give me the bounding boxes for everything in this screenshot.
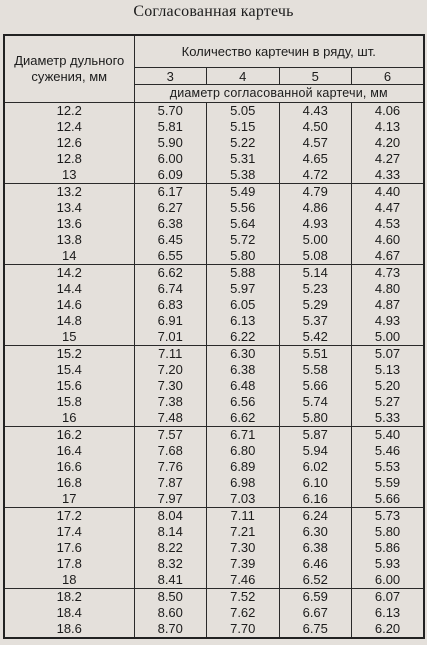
table-row: [4, 556, 424, 572]
cell-count-6: 5.27: [352, 394, 425, 410]
cell-count-4: 6.56: [207, 394, 280, 410]
cell-count-4: 6.30: [207, 346, 280, 363]
cell-count-3: 7.11: [134, 346, 207, 363]
cell-choke: 13.2: [4, 184, 134, 201]
table-row: [4, 119, 424, 135]
cell-choke: 16: [4, 410, 134, 427]
cell-count-4: 5.88: [207, 265, 280, 282]
cell-count-6: 5.66: [352, 491, 425, 508]
cell-choke: 14: [4, 248, 134, 265]
cell-count-5: 4.79: [279, 184, 352, 201]
table-body: [4, 103, 424, 639]
cell-count-5: 5.37: [279, 313, 352, 329]
cell-count-6: 4.87: [352, 297, 425, 313]
cell-choke: 17.6: [4, 540, 134, 556]
cell-count-6: 4.93: [352, 313, 425, 329]
cell-count-6: 4.67: [352, 248, 425, 265]
cell-count-6: 6.07: [352, 589, 425, 606]
table-row: [4, 459, 424, 475]
cell-choke: 14.8: [4, 313, 134, 329]
cell-choke: 16.8: [4, 475, 134, 491]
table-row: [4, 248, 424, 265]
cell-count-3: 6.09: [134, 167, 207, 184]
cell-count-5: 5.29: [279, 297, 352, 313]
cell-count-4: 6.80: [207, 443, 280, 459]
cell-count-4: 7.30: [207, 540, 280, 556]
cell-count-4: 6.71: [207, 427, 280, 444]
table-row: [4, 508, 424, 525]
cell-choke: 15.2: [4, 346, 134, 363]
cell-count-3: 7.48: [134, 410, 207, 427]
cell-choke: 17.2: [4, 508, 134, 525]
table-row: [4, 200, 424, 216]
cell-count-3: 6.74: [134, 281, 207, 297]
cell-choke: 13.6: [4, 216, 134, 232]
table-row: [4, 346, 424, 363]
cell-count-5: 5.66: [279, 378, 352, 394]
header-buckshot-diameter-title: диаметр согласованной картечи, мм: [134, 85, 424, 103]
cell-choke: 16.6: [4, 459, 134, 475]
table-row: [4, 216, 424, 232]
cell-count-6: 4.80: [352, 281, 425, 297]
cell-count-4: 5.49: [207, 184, 280, 201]
cell-count-6: 5.46: [352, 443, 425, 459]
cell-count-5: 5.58: [279, 362, 352, 378]
cell-count-4: 5.38: [207, 167, 280, 184]
cell-count-4: 5.64: [207, 216, 280, 232]
table-row: [4, 443, 424, 459]
table-row: [4, 232, 424, 248]
cell-count-6: 5.00: [352, 329, 425, 346]
cell-count-6: 5.13: [352, 362, 425, 378]
cell-count-6: 6.00: [352, 572, 425, 589]
cell-choke: 18.4: [4, 605, 134, 621]
cell-count-4: 7.39: [207, 556, 280, 572]
cell-choke: 14.4: [4, 281, 134, 297]
header-count-6: 6: [352, 68, 425, 85]
table-row: [4, 167, 424, 184]
table-row: [4, 524, 424, 540]
cell-choke: 16.4: [4, 443, 134, 459]
cell-count-5: 5.74: [279, 394, 352, 410]
cell-count-5: 5.08: [279, 248, 352, 265]
cell-count-5: 4.43: [279, 103, 352, 120]
cell-count-6: 4.73: [352, 265, 425, 282]
cell-count-5: 4.72: [279, 167, 352, 184]
table-row: [4, 362, 424, 378]
cell-count-3: 6.55: [134, 248, 207, 265]
cell-choke: 13: [4, 167, 134, 184]
cell-count-3: 8.50: [134, 589, 207, 606]
cell-count-3: 8.14: [134, 524, 207, 540]
cell-count-4: 7.21: [207, 524, 280, 540]
cell-count-5: 5.94: [279, 443, 352, 459]
cell-count-5: 4.93: [279, 216, 352, 232]
cell-choke: 12.8: [4, 151, 134, 167]
cell-choke: 12.2: [4, 103, 134, 120]
table-row: [4, 313, 424, 329]
cell-count-6: 5.93: [352, 556, 425, 572]
cell-count-5: 6.46: [279, 556, 352, 572]
table-row: [4, 540, 424, 556]
cell-count-6: 5.20: [352, 378, 425, 394]
cell-count-3: 6.17: [134, 184, 207, 201]
table-row: [4, 427, 424, 444]
cell-count-3: 6.62: [134, 265, 207, 282]
cell-count-5: 5.23: [279, 281, 352, 297]
cell-count-5: 4.57: [279, 135, 352, 151]
cell-count-5: 6.10: [279, 475, 352, 491]
cell-count-4: 6.13: [207, 313, 280, 329]
cell-count-5: 5.42: [279, 329, 352, 346]
table-row: [4, 281, 424, 297]
cell-choke: 14.2: [4, 265, 134, 282]
cell-count-6: 4.53: [352, 216, 425, 232]
cell-count-4: 6.62: [207, 410, 280, 427]
table-row: [4, 475, 424, 491]
cell-count-6: 4.20: [352, 135, 425, 151]
cell-count-5: 6.38: [279, 540, 352, 556]
cell-count-3: 7.20: [134, 362, 207, 378]
cell-count-3: 5.81: [134, 119, 207, 135]
cell-count-3: 7.76: [134, 459, 207, 475]
cell-count-3: 7.68: [134, 443, 207, 459]
cell-count-5: 5.51: [279, 346, 352, 363]
header-count-3: 3: [134, 68, 207, 85]
cell-choke: 15.8: [4, 394, 134, 410]
cell-choke: 15.6: [4, 378, 134, 394]
table-header: [4, 35, 424, 103]
cell-count-4: 5.72: [207, 232, 280, 248]
cell-count-3: 8.41: [134, 572, 207, 589]
cell-choke: 12.6: [4, 135, 134, 151]
table-row: [4, 297, 424, 313]
table-row: [4, 589, 424, 606]
table-row: [4, 491, 424, 508]
cell-count-6: 6.20: [352, 621, 425, 638]
cell-count-4: 7.62: [207, 605, 280, 621]
cell-count-3: 5.90: [134, 135, 207, 151]
table-row: [4, 135, 424, 151]
cell-count-3: 7.57: [134, 427, 207, 444]
cell-count-5: 4.50: [279, 119, 352, 135]
cell-count-6: 4.13: [352, 119, 425, 135]
table-row: [4, 184, 424, 201]
cell-count-4: 6.05: [207, 297, 280, 313]
cell-count-3: 5.70: [134, 103, 207, 120]
cell-choke: 12.4: [4, 119, 134, 135]
cell-count-4: 7.52: [207, 589, 280, 606]
header-count-4: 4: [207, 68, 280, 85]
cell-count-4: 5.31: [207, 151, 280, 167]
table-row: [4, 605, 424, 621]
cell-count-6: 5.73: [352, 508, 425, 525]
cell-count-6: 4.33: [352, 167, 425, 184]
cell-count-5: 6.52: [279, 572, 352, 589]
cell-count-3: 6.38: [134, 216, 207, 232]
header-pellet-count-title: Количество картечин в ряду, шт.: [134, 35, 424, 68]
cell-count-3: 8.22: [134, 540, 207, 556]
table-row: [4, 329, 424, 346]
table-row: [4, 394, 424, 410]
cell-count-5: 5.87: [279, 427, 352, 444]
cell-count-6: 5.59: [352, 475, 425, 491]
cell-count-3: 6.91: [134, 313, 207, 329]
cell-count-4: 5.56: [207, 200, 280, 216]
cell-count-4: 5.80: [207, 248, 280, 265]
cell-count-4: 6.48: [207, 378, 280, 394]
cell-count-5: 6.02: [279, 459, 352, 475]
cell-count-6: 5.40: [352, 427, 425, 444]
cell-count-4: 5.15: [207, 119, 280, 135]
cell-choke: 13.4: [4, 200, 134, 216]
cell-count-4: 7.11: [207, 508, 280, 525]
cell-count-3: 6.83: [134, 297, 207, 313]
cell-count-5: 6.75: [279, 621, 352, 638]
cell-count-5: 5.80: [279, 410, 352, 427]
cell-count-6: 4.06: [352, 103, 425, 120]
cell-count-6: 4.40: [352, 184, 425, 201]
cell-count-5: 6.16: [279, 491, 352, 508]
cell-choke: 17.4: [4, 524, 134, 540]
cell-count-3: 8.60: [134, 605, 207, 621]
cell-count-3: 7.30: [134, 378, 207, 394]
cell-count-6: 5.80: [352, 524, 425, 540]
cell-count-3: 6.00: [134, 151, 207, 167]
cell-count-4: 6.98: [207, 475, 280, 491]
cell-count-3: 7.01: [134, 329, 207, 346]
cell-count-5: 4.86: [279, 200, 352, 216]
cell-count-6: 5.07: [352, 346, 425, 363]
cell-count-6: 6.13: [352, 605, 425, 621]
cell-count-6: 4.27: [352, 151, 425, 167]
cell-count-6: 5.33: [352, 410, 425, 427]
table-row: [4, 572, 424, 589]
cell-count-5: 6.30: [279, 524, 352, 540]
cell-count-3: 8.32: [134, 556, 207, 572]
cell-choke: 15: [4, 329, 134, 346]
cell-count-5: 5.14: [279, 265, 352, 282]
cell-count-6: 5.86: [352, 540, 425, 556]
cell-count-3: 8.04: [134, 508, 207, 525]
cell-count-4: 6.89: [207, 459, 280, 475]
cell-choke: 16.2: [4, 427, 134, 444]
cell-count-6: 4.60: [352, 232, 425, 248]
cell-count-3: 6.45: [134, 232, 207, 248]
cell-choke: 17.8: [4, 556, 134, 572]
table-row: [4, 378, 424, 394]
table-row: [4, 151, 424, 167]
cell-choke: 14.6: [4, 297, 134, 313]
cell-count-6: 4.47: [352, 200, 425, 216]
cell-count-4: 5.05: [207, 103, 280, 120]
cell-count-4: 5.22: [207, 135, 280, 151]
cell-count-4: 6.38: [207, 362, 280, 378]
cell-count-5: 6.67: [279, 605, 352, 621]
cell-count-4: 7.03: [207, 491, 280, 508]
table-row: [4, 621, 424, 638]
cell-choke: 18: [4, 572, 134, 589]
cell-count-5: 6.24: [279, 508, 352, 525]
cell-count-4: 7.46: [207, 572, 280, 589]
cell-choke: 15.4: [4, 362, 134, 378]
cell-count-6: 5.53: [352, 459, 425, 475]
cell-choke: 18.2: [4, 589, 134, 606]
cell-count-3: 7.38: [134, 394, 207, 410]
table-row: [4, 103, 424, 120]
cell-count-5: 5.00: [279, 232, 352, 248]
header-choke-diameter: Диаметр дульного сужения, мм: [4, 35, 134, 103]
cell-count-5: 4.65: [279, 151, 352, 167]
table-row: [4, 410, 424, 427]
cell-count-3: 8.70: [134, 621, 207, 638]
cell-count-4: 7.70: [207, 621, 280, 638]
header-count-5: 5: [279, 68, 352, 85]
cell-count-4: 5.97: [207, 281, 280, 297]
cell-choke: 18.6: [4, 621, 134, 638]
cell-count-4: 6.22: [207, 329, 280, 346]
cell-count-3: 6.27: [134, 200, 207, 216]
cell-count-5: 6.59: [279, 589, 352, 606]
cell-count-3: 7.97: [134, 491, 207, 508]
table-row: [4, 265, 424, 282]
cell-choke: 13.8: [4, 232, 134, 248]
cell-choke: 17: [4, 491, 134, 508]
page-title: Согласованная картечь: [133, 3, 294, 20]
cell-count-3: 7.87: [134, 475, 207, 491]
choke-buckshot-table: [3, 34, 425, 639]
